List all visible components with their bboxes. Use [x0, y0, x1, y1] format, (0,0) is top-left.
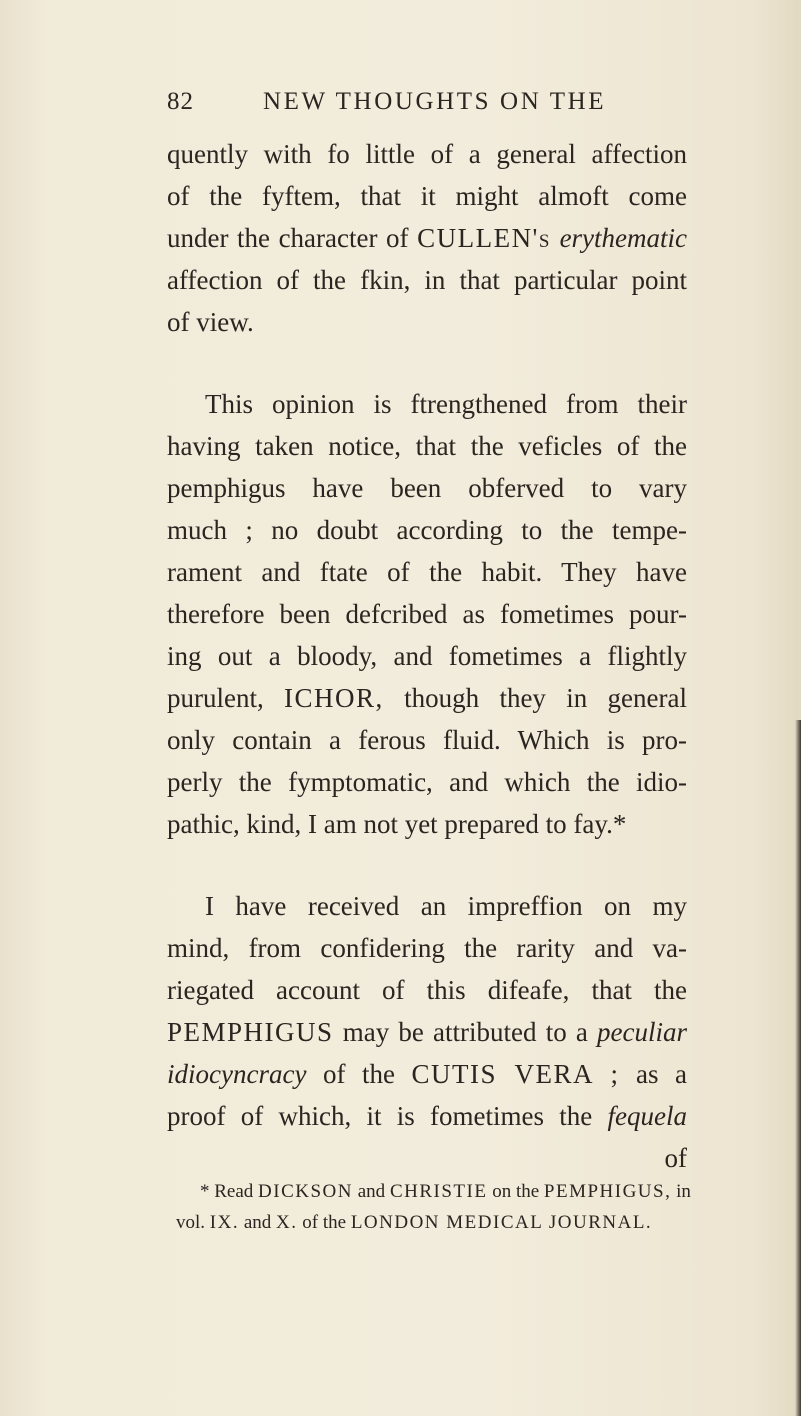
- footnote-line: [176, 1176, 691, 1207]
- italic-term: peculiar: [597, 1017, 688, 1047]
- text-run: and: [357, 1181, 386, 1202]
- page-number: 82: [167, 88, 194, 115]
- paragraph-gap: [167, 343, 687, 383]
- footnote-line: [176, 1207, 680, 1238]
- text-run: in: [676, 1181, 691, 1202]
- text-run: and: [243, 1212, 272, 1233]
- text-line: affection of the fkin, in that particular point: [167, 265, 687, 295]
- text-run: on the: [492, 1181, 540, 1202]
- author-name: CHRISTIE: [389, 1181, 488, 1202]
- italic-term: fequela: [607, 1101, 687, 1131]
- text-line: pathic, kind, I am not yet prepared to fay.*: [167, 809, 627, 839]
- author-name: DICKSON: [258, 1181, 353, 1202]
- text-line: of view.: [167, 307, 254, 337]
- italic-term: idiocyncracy: [167, 1059, 307, 1089]
- term-pemphigus: PEMPHIGUS: [167, 1017, 334, 1047]
- text-line: having taken notice, that the veficles of the: [167, 431, 687, 461]
- text-line: [167, 677, 687, 719]
- text-line: much ; no doubt according to the tempe-: [167, 515, 687, 545]
- text-run: proof of which, it is fometimes the: [167, 1101, 593, 1131]
- text-line: mind, from confidering the rarity and va-: [167, 933, 687, 963]
- term-ichor: ICHOR,: [284, 683, 384, 713]
- text-run: as a: [636, 1059, 688, 1089]
- text-line: [167, 1011, 687, 1053]
- journal-title: LONDON MEDICAL JOURNAL.: [350, 1212, 653, 1233]
- text-line: ing out a bloody, and fometimes a flightly: [167, 641, 687, 671]
- term-pemphigus: PEMPHIGUS,: [543, 1181, 672, 1202]
- text-line: I have received an impreffion on my: [205, 891, 687, 921]
- paragraph-gap: [167, 845, 687, 885]
- text-line: [167, 1095, 687, 1137]
- footnote: [176, 1176, 691, 1238]
- term-cutis-vera: CUTIS VERA ;: [411, 1059, 620, 1089]
- text-run: of the: [302, 1212, 347, 1233]
- volume-number: X.: [276, 1212, 298, 1233]
- text-line: rament and ftate of the habit. They have: [167, 557, 687, 587]
- volume-number: IX.: [209, 1212, 240, 1233]
- text-line: pemphigus have been obferved to vary: [167, 473, 687, 503]
- text-line: only contain a ferous fluid. Which is pro-: [167, 725, 687, 755]
- text-line: This opinion is ftrengthened from their: [205, 389, 687, 419]
- page-edge-shadow: [795, 720, 801, 1416]
- text-run: under the character of: [167, 223, 409, 253]
- text-run: may be attributed to a: [342, 1017, 588, 1047]
- text-run: vol.: [176, 1212, 206, 1233]
- text-line: quently with fo little of a general affection: [167, 139, 687, 169]
- running-head: NEW THOUGHTS ON THE: [263, 88, 607, 115]
- italic-term: erythematic: [559, 223, 688, 253]
- text-line: therefore been defcribed as fometimes pour-: [167, 599, 687, 629]
- text-line: [167, 1053, 687, 1095]
- text-line: perly the fymptomatic, and which the idio-: [167, 767, 687, 797]
- text-line: of the fyftem, that it might almoft come: [167, 181, 687, 211]
- text-run: though they in general: [404, 683, 687, 713]
- footnote-mark: * Read: [200, 1181, 254, 1202]
- text-run: of the: [322, 1059, 395, 1089]
- text-run: purulent,: [167, 683, 264, 713]
- author-name: CULLEN's: [417, 223, 551, 253]
- body-text: [167, 133, 687, 1179]
- page-header: [167, 88, 687, 124]
- text-line: riegated account of this difeafe, that the: [167, 975, 687, 1005]
- catchword: of: [664, 1143, 687, 1173]
- text-line: [167, 217, 687, 259]
